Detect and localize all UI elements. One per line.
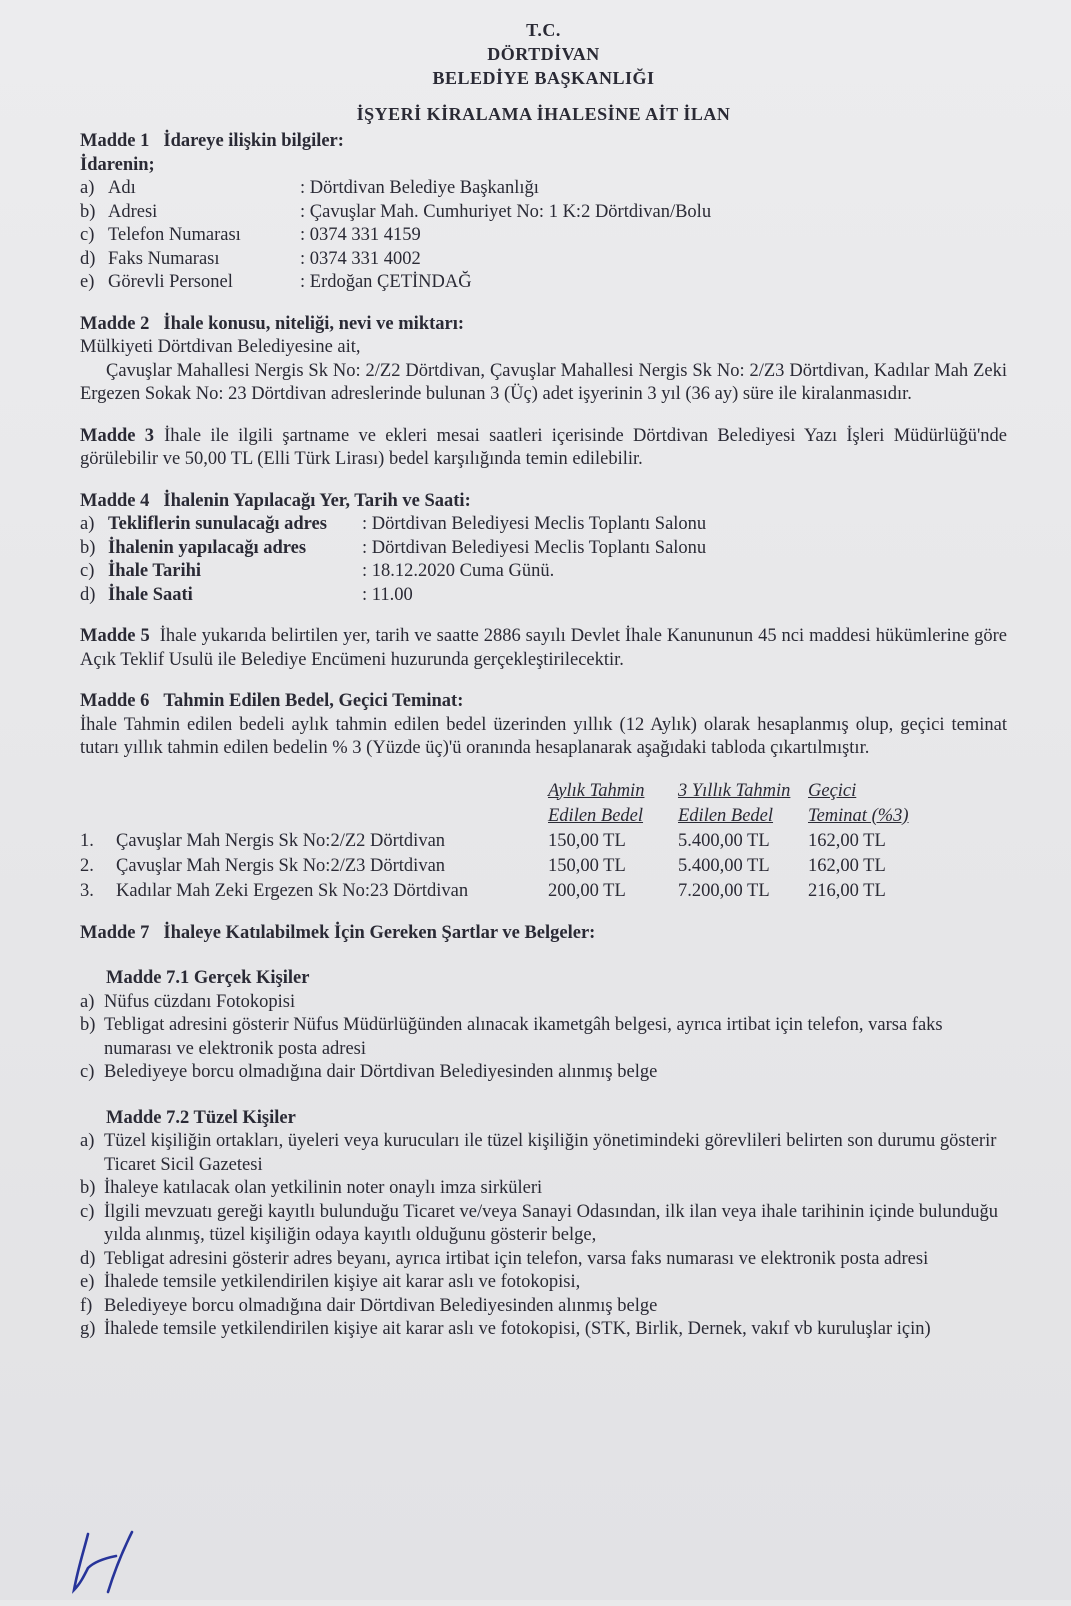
- header-line-tc: T.C.: [526, 20, 561, 40]
- list-item-text: Belediyeye borcu olmadığına dair Dörtdivan Belediyesinden alınmış belge: [104, 1295, 658, 1316]
- ihale-info-row: [80, 560, 1007, 584]
- idare-info-row: [80, 177, 1007, 201]
- row-monthly: 150,00 TL: [548, 855, 626, 876]
- bedel-table-head-row-1: [80, 779, 928, 804]
- idare-info-value: : Çavuşlar Mah. Cumhuriyet No: 1 K:2 Dörtdivan/Bolu: [300, 201, 712, 222]
- list-item: [80, 1295, 1007, 1319]
- row-address: Çavuşlar Mah Nergis Sk No:2/Z3 Dörtdivan: [116, 855, 446, 876]
- row-monthly: 200,00 TL: [548, 880, 626, 901]
- row-three-year: 7.200,00 TL: [678, 880, 770, 901]
- row-three-year: 5.400,00 TL: [678, 855, 770, 876]
- madde-2: [80, 313, 1007, 407]
- row-deposit: 216,00 TL: [808, 880, 886, 901]
- idare-info-key: Adresi: [108, 201, 158, 222]
- col-head-monthly-2: Edilen Bedel: [548, 805, 644, 826]
- idare-info-value: : Dörtdivan Belediye Başkanlığı: [300, 178, 539, 198]
- table-row: [80, 829, 928, 854]
- idare-info-letter: e): [80, 272, 95, 292]
- ihale-info-letter: b): [80, 537, 96, 558]
- row-number: 1.: [80, 830, 94, 851]
- table-row: [80, 879, 928, 904]
- list-item-text: Tüzel kişiliğin ortakları, üyeleri veya kurucuları ile tüzel kişiliğin yönetimindeki görevlileri belirten son durumu gösterir Ticaret Sicil Gazetesi: [104, 1131, 997, 1175]
- list-item: [80, 991, 1007, 1015]
- madde-3-number: Madde 3: [80, 425, 155, 446]
- idare-info-value: : 0374 331 4159: [300, 225, 421, 245]
- idare-info-key: Faks Numarası: [108, 248, 220, 269]
- list-item-text: Tebligat adresini gösterir adres beyanı, ayrıca irtibat için telefon, varsa faks numarası ve elektronik posta adresi: [104, 1248, 929, 1269]
- idare-info-letter: c): [80, 225, 95, 245]
- madde-7-1-title: Madde 7.1 Gerçek Kişiler: [106, 968, 310, 988]
- list-item: [80, 1271, 1007, 1295]
- list-item: [80, 1130, 1007, 1177]
- list-item: [80, 1061, 1007, 1085]
- idare-info-value: : 0374 331 4002: [300, 248, 421, 269]
- list-item-letter: a): [80, 1131, 95, 1151]
- list-item-text: Tebligat adresini gösterir Nüfus Müdürlüğünden alınacak ikametgâh belgesi, ayrıca irtibat için telefon, varsa faks numarası ve elektronik posta adresi: [104, 1015, 943, 1059]
- idare-info-row: [80, 224, 1007, 248]
- idare-info-value: : Erdoğan ÇETİNDAĞ: [300, 272, 472, 292]
- list-item-letter: e): [80, 1272, 95, 1292]
- list-item-letter: a): [80, 991, 95, 1012]
- ihale-info-key: İhale Saati: [108, 584, 193, 605]
- list-item-letter: f): [80, 1295, 93, 1316]
- madde-6: [80, 690, 1007, 904]
- madde-4-title: İhalenin Yapılacağı Yer, Tarih ve Saati:: [163, 490, 471, 511]
- idare-info-letter: a): [80, 178, 95, 198]
- list-item-letter: c): [80, 1062, 95, 1082]
- ihale-info-letter: a): [80, 514, 95, 534]
- row-number: 2.: [80, 855, 94, 876]
- ihale-info-value: : 18.12.2020 Cuma Günü.: [362, 561, 555, 581]
- madde-5-text: İhale yukarıda belirtilen yer, tarih ve saatte 2886 sayılı Devlet İhale Kanununun 45 nci maddesi hükümlerine göre Açık Teklif Usulü ile Belediye Encümeni huzurunda gerçekleştirilecektir.: [80, 626, 1008, 670]
- madde-5: [80, 625, 1007, 672]
- row-address: Kadılar Mah Zeki Ergezen Sk No:23 Dörtdivan: [116, 880, 469, 901]
- list-item-text: Belediyeye borcu olmadığına dair Dörtdivan Belediyesinden alınmış belge: [104, 1062, 658, 1082]
- col-head-deposit-1: Geçici: [808, 780, 857, 801]
- list-item-letter: d): [80, 1248, 96, 1269]
- idare-info-row: [80, 201, 1007, 225]
- ihale-info-row: [80, 513, 1007, 537]
- list-item-text: İhalede temsile yetkilendirilen kişiye ait karar aslı ve fotokopisi, (STK, Birlik, Dernek, vakıf vb kuruluşlar için): [104, 1319, 931, 1339]
- header-line-office: BELEDİYE BAŞKANLIĞI: [432, 68, 655, 88]
- madde-2-title: İhale konusu, niteliği, nevi ve miktarı:: [163, 313, 465, 334]
- bedel-table-head-row-2: [80, 804, 928, 829]
- row-number: 3.: [80, 880, 94, 901]
- list-item-letter: c): [80, 1201, 95, 1222]
- col-head-three-year-2: Edilen Bedel: [678, 805, 774, 826]
- idare-info-letter: d): [80, 248, 96, 269]
- list-item-letter: g): [80, 1319, 96, 1339]
- madde-6-text: İhale Tahmin edilen bedeli aylık tahmin edilen bedel üzerinden yıllık (12 Aylık) olarak hesaplanmış olup, geçici teminat tutarı yıllık tahmin edilen bedelin % 3 (Yüzde üç)'ü oranında hesaplanarak aşağıdaki tabloda çıkartılmıştır.: [80, 714, 1007, 758]
- header-line-district: DÖRTDİVAN: [487, 44, 600, 64]
- row-monthly: 150,00 TL: [548, 830, 626, 851]
- ihale-info-key: İhale Tarihi: [108, 561, 202, 581]
- row-three-year: 5.400,00 TL: [678, 830, 770, 851]
- handwritten-signature-icon: [66, 1528, 146, 1606]
- list-item-text: İhalede temsile yetkilendirilen kişiye ait karar aslı ve fotokopisi,: [104, 1272, 581, 1292]
- list-item: [80, 1318, 1007, 1342]
- ihale-info-value: : 11.00: [362, 584, 413, 605]
- madde-5-number: Madde 5: [80, 626, 150, 646]
- idare-info-key: Telefon Numarası: [108, 225, 241, 245]
- list-item-letter: b): [80, 1178, 96, 1198]
- document-header: [80, 18, 1007, 126]
- madde-7: [80, 922, 1007, 1342]
- madde-3-text: İhale ile ilgili şartname ve ekleri mesai saatleri içerisinde Dörtdivan Belediyesi Yazı İşleri Müdürlüğü'nde görülebilir ve 50,00 TL (Elli Türk Lirası) bedel karşılığında temin edilebilir.: [80, 425, 1007, 469]
- col-head-monthly-1: Aylık Tahmin: [548, 780, 645, 801]
- list-item-text: Nüfus cüzdanı Fotokopisi: [104, 991, 296, 1012]
- madde-2-number: Madde 2: [80, 313, 150, 334]
- col-head-three-year-1: 3 Yıllık Tahmin: [678, 780, 791, 801]
- ihale-info-value: : Dörtdivan Belediyesi Meclis Toplantı Salonu: [362, 514, 707, 534]
- idare-info-row: [80, 248, 1007, 272]
- ihale-info-row: [80, 537, 1007, 561]
- ihale-info-letter: d): [80, 584, 96, 605]
- list-item: [80, 1014, 1007, 1061]
- table-row: [80, 854, 928, 879]
- list-item: [80, 1248, 1007, 1272]
- madde-2-line1: Mülkiyeti Dörtdivan Belediyesine ait,: [80, 337, 361, 357]
- madde-1: [80, 130, 1007, 295]
- ihale-info-letter: c): [80, 561, 95, 581]
- ihale-info-key: Tekliflerin sunulacağı adres: [108, 514, 327, 534]
- list-item-text: İlgili mevzuatı gereği kayıtlı bulunduğu Ticaret ve/veya Sanayi Odasından, ilk ilan veya ihale tarihinin içinde bulunduğu yılda alınmış, tüzel kişiliğin odaya kayıtlı olduğunu gösterir belge,: [104, 1201, 998, 1245]
- idare-info-letter: b): [80, 201, 96, 222]
- list-item: [80, 1177, 1007, 1201]
- ihale-info-key: İhalenin yapılacağı adres: [108, 537, 307, 558]
- madde-6-number: Madde 6: [80, 691, 150, 711]
- madde-3: [80, 425, 1007, 472]
- row-deposit: 162,00 TL: [808, 855, 886, 876]
- madde-7-title: İhaleye Katılabilmek İçin Gereken Şartlar ve Belgeler:: [163, 922, 596, 943]
- madde-2-paragraph: Çavuşlar Mahallesi Nergis Sk No: 2/Z2 Dörtdivan, Çavuşlar Mahallesi Nergis Sk No: 2/Z3 Dörtdivan, Kadılar Mah Zeki Ergezen Sokak No: 23 Dörtdivan adreslerinde bulunan 3 (Üç) adet işyerinin 3 yıl (36 ay) süre ile kiralanmasıdır.: [80, 360, 1007, 404]
- list-item-letter: b): [80, 1015, 96, 1035]
- idare-info-key: Görevli Personel: [108, 272, 233, 292]
- madde-4-number: Madde 4: [80, 490, 150, 511]
- madde-7-number: Madde 7: [80, 922, 150, 943]
- col-head-deposit-2: Teminat (%3): [808, 805, 909, 826]
- document-title: İŞYERİ KİRALAMA İHALESİNE AİT İLAN: [356, 104, 731, 124]
- ihale-info-value: : Dörtdivan Belediyesi Meclis Toplantı Salonu: [362, 537, 707, 558]
- madde-4: [80, 490, 1007, 608]
- row-address: Çavuşlar Mah Nergis Sk No:2/Z2 Dörtdivan: [116, 830, 446, 851]
- madde-1-number: Madde 1: [80, 131, 150, 151]
- list-item: [80, 1201, 1007, 1248]
- list-item-text: İhaleye katılacak olan yetkilinin noter onaylı imza sirküleri: [104, 1178, 543, 1198]
- row-deposit: 162,00 TL: [808, 830, 886, 851]
- madde-1-title: İdareye ilişkin bilgiler:: [163, 131, 344, 151]
- idare-info-row: [80, 271, 1007, 295]
- madde-1-sub: İdarenin;: [80, 154, 155, 175]
- madde-7-2-title: Madde 7.2 Tüzel Kişiler: [106, 1107, 296, 1128]
- ihale-info-row: [80, 584, 1007, 608]
- madde-6-title: Tahmin Edilen Bedel, Geçici Teminat:: [163, 691, 464, 711]
- idare-info-key: Adı: [108, 178, 136, 198]
- bedel-table: [80, 779, 928, 904]
